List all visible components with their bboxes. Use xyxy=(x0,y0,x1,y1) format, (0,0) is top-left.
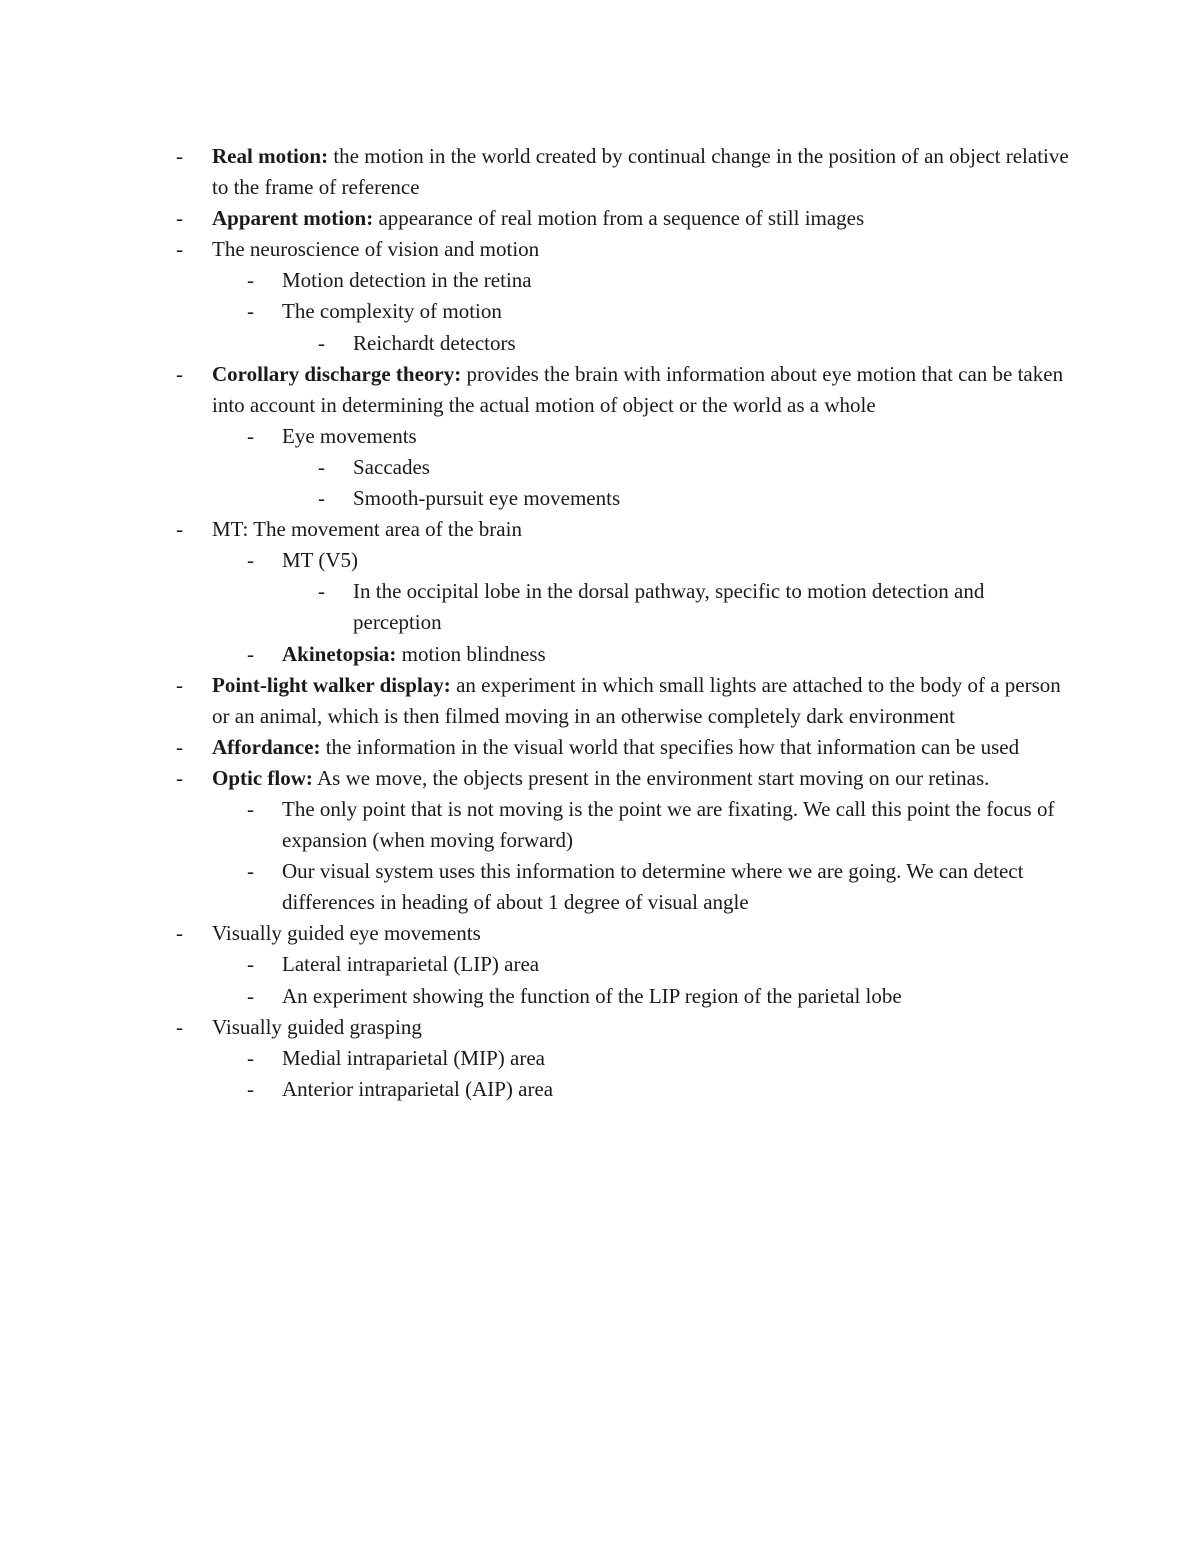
bullet-dash: - xyxy=(247,1076,254,1101)
list-item xyxy=(0,514,1200,545)
item-text: the motion in the world created by continual change in the position of an object relative to the frame of reference xyxy=(212,144,1069,200)
item-text: Motion detection in the retina xyxy=(282,268,532,293)
list-item xyxy=(0,296,1200,327)
bullet-dash: - xyxy=(247,299,254,324)
item-text: motion blindness xyxy=(396,641,546,666)
item-text: An experiment showing the function of the LIP region of the parietal lobe xyxy=(282,983,902,1008)
bullet-dash: - xyxy=(176,921,183,946)
list-item xyxy=(0,452,1200,483)
item-term: Point-light walker display: xyxy=(212,672,451,697)
list-item xyxy=(0,483,1200,514)
list-item xyxy=(0,949,1200,980)
list-item xyxy=(0,265,1200,296)
bullet-dash: - xyxy=(176,765,183,790)
bullet-dash: - xyxy=(318,486,325,511)
notes-list xyxy=(0,141,1200,1105)
bullet-dash: - xyxy=(176,672,183,697)
item-text: As we move, the objects present in the environment start moving on our retinas. xyxy=(312,765,990,790)
bullet-dash: - xyxy=(247,641,254,666)
bullet-dash: - xyxy=(247,952,254,977)
bullet-dash: - xyxy=(247,796,254,821)
list-item xyxy=(0,794,1200,856)
item-term: Corollary discharge theory: xyxy=(212,361,462,386)
bullet-dash: - xyxy=(176,237,183,262)
item-text: Visually guided grasping xyxy=(212,1014,422,1039)
list-item xyxy=(0,359,1200,421)
list-item xyxy=(0,421,1200,452)
list-item xyxy=(0,203,1200,234)
item-term: Real motion: xyxy=(212,144,329,168)
list-item xyxy=(0,639,1200,670)
list-item xyxy=(0,1043,1200,1074)
item-text: Anterior intraparietal (AIP) area xyxy=(282,1076,554,1101)
list-item xyxy=(0,918,1200,949)
item-text: MT (V5) xyxy=(282,548,359,573)
item-term: Akinetopsia: xyxy=(282,641,397,666)
item-text: Visually guided eye movements xyxy=(212,921,481,946)
bullet-dash: - xyxy=(318,330,325,355)
list-item xyxy=(0,856,1200,918)
item-text: The complexity of motion xyxy=(282,299,502,324)
item-text: Lateral intraparietal (LIP) area xyxy=(282,952,540,977)
item-term: Apparent motion: xyxy=(212,206,374,231)
bullet-dash: - xyxy=(176,1014,183,1039)
bullet-dash: - xyxy=(318,579,325,604)
item-text: an experiment in which small lights are attached to the body of a person or an animal, which is then filmed moving in an otherwise completely dark environment xyxy=(212,672,1061,728)
item-text: Smooth-pursuit eye movements xyxy=(353,486,621,511)
bullet-dash: - xyxy=(176,361,183,386)
list-item xyxy=(0,141,1200,203)
list-item xyxy=(0,576,1200,638)
bullet-dash: - xyxy=(247,1045,254,1070)
item-text: provides the brain with information about eye motion that can be taken into account in determining the actual motion of object or the world as a whole xyxy=(212,361,1064,417)
list-item xyxy=(0,732,1200,763)
item-text: Our visual system uses this information to determine where we are going. We can detect differences in heading of about 1 degree of visual angle xyxy=(282,859,1024,915)
bullet-dash: - xyxy=(176,206,183,231)
bullet-dash: - xyxy=(247,548,254,573)
list-item xyxy=(0,545,1200,576)
item-text: Eye movements xyxy=(282,423,417,448)
item-text: In the occipital lobe in the dorsal pathway, specific to motion detection and perception xyxy=(353,579,985,635)
bullet-dash: - xyxy=(318,454,325,479)
item-text: The only point that is not moving is the point we are fixating. We call this point the focus of expansion (when moving forward) xyxy=(282,796,1055,853)
bullet-dash: - xyxy=(247,983,254,1008)
bullet-dash: - xyxy=(247,268,254,293)
item-text: The neuroscience of vision and motion xyxy=(212,237,540,262)
bullet-dash: - xyxy=(176,734,183,759)
list-item xyxy=(0,234,1200,265)
bullet-dash: - xyxy=(176,144,183,168)
list-item xyxy=(0,670,1200,732)
list-item xyxy=(0,1012,1200,1043)
item-term: Optic flow: xyxy=(212,765,313,790)
item-text: Saccades xyxy=(353,454,430,479)
list-item xyxy=(0,328,1200,359)
item-term: Affordance: xyxy=(212,734,321,759)
item-text: Reichardt detectors xyxy=(353,330,516,355)
list-item xyxy=(0,981,1200,1012)
item-text: appearance of real motion from a sequence of still images xyxy=(373,206,865,231)
item-text: MT: The movement area of the brain xyxy=(212,517,522,542)
item-text: Medial intraparietal (MIP) area xyxy=(282,1045,545,1070)
list-item xyxy=(0,1074,1200,1105)
bullet-dash: - xyxy=(247,423,254,448)
item-text: the information in the visual world that specifies how that information can be used xyxy=(320,734,1020,759)
bullet-dash: - xyxy=(247,859,254,884)
bullet-dash: - xyxy=(176,517,183,542)
list-item xyxy=(0,763,1200,794)
